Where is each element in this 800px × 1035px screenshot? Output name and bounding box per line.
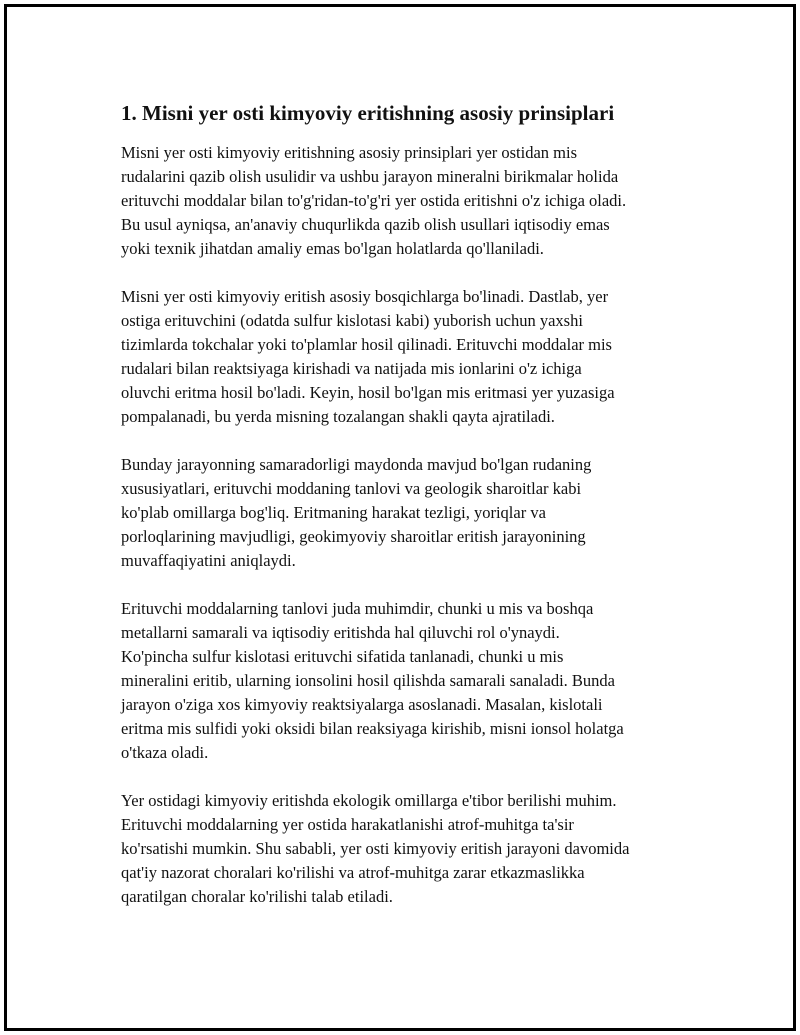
paragraph	[121, 597, 701, 765]
paragraph-line: erituvchi moddalar bilan to'g'ridan-to'g'ri yer ostida eritishni o'z ichiga oladi.	[121, 191, 627, 210]
paragraph-list	[121, 141, 701, 909]
paragraph	[121, 789, 701, 909]
paragraph-line: metallarni samarali va iqtisodiy eritishda hal qiluvchi rol o'ynaydi.	[121, 623, 560, 642]
paragraph-line: ko'plab omillarga bog'liq. Eritmaning harakat tezligi, yoriqlar va	[121, 503, 546, 522]
paragraph-line: mineralini eritib, ularning ionsolini hosil qilishda samarali sanaladi. Bunda	[121, 671, 615, 690]
paragraph	[121, 141, 701, 261]
paragraph-line: oluvchi eritma hosil bo'ladi. Keyin, hosil bo'lgan mis eritmasi yer yuzasiga	[121, 383, 615, 402]
paragraph-line: eritma mis sulfidi yoki oksidi bilan reaksiyaga kirishib, misni ionsol holatga	[121, 719, 624, 738]
paragraph-line: yoki texnik jihatdan amaliy emas bo'lgan holatlarda qo'llaniladi.	[121, 239, 544, 258]
paragraph-line: Erituvchi moddalarning tanlovi juda muhimdir, chunki u mis va boshqa	[121, 599, 594, 618]
paragraph-line: Erituvchi moddalarning yer ostida harakatlanishi atrof-muhitga ta'sir	[121, 815, 574, 834]
paragraph-line: Yer ostidagi kimyoviy eritishda ekologik omillarga e'tibor berilishi muhim.	[121, 791, 617, 810]
paragraph-line: pompalanadi, bu yerda misning tozalangan shakli qayta ajratiladi.	[121, 407, 555, 426]
paragraph-line: Misni yer osti kimyoviy eritish asosiy bosqichlarga bo'linadi. Dastlab, yer	[121, 287, 609, 306]
paragraph	[121, 453, 701, 573]
paragraph-line: Misni yer osti kimyoviy eritishning asosiy prinsiplari yer ostidan mis	[121, 143, 578, 162]
paragraph-line: qaratilgan choralar ko'rilishi talab etiladi.	[121, 887, 393, 906]
paragraph	[121, 285, 701, 429]
document-body	[121, 99, 701, 933]
paragraph-line: xususiyatlari, erituvchi moddaning tanlovi va geologik sharoitlar kabi	[121, 479, 582, 498]
paragraph-line: ko'rsatishi mumkin. Shu sababli, yer osti kimyoviy eritish jarayoni davomida	[121, 839, 630, 858]
paragraph-line: Ko'pincha sulfur kislotasi erituvchi sifatida tanlanadi, chunki u mis	[121, 647, 564, 666]
paragraph-line: Bu usul ayniqsa, an'anaviy chuqurlikda qazib olish usullari iqtisodiy emas	[121, 215, 610, 234]
paragraph-line: muvaffaqiyatini aniqlaydi.	[121, 551, 296, 570]
page-frame	[4, 4, 796, 1031]
paragraph-line: rudalari bilan reaktsiyaga kirishadi va natijada mis ionlarini o'z ichiga	[121, 359, 582, 378]
section-heading: 1. Misni yer osti kimyoviy eritishning asosiy prinsiplari	[121, 101, 615, 125]
paragraph-line: porloqlarining mavjudligi, geokimyoviy sharoitlar eritish jarayonining	[121, 527, 586, 546]
paragraph-line: rudalarini qazib olish usulidir va ushbu jarayon mineralni birikmalar holida	[121, 167, 619, 186]
paragraph-line: o'tkaza oladi.	[121, 743, 209, 762]
paragraph-line: qat'iy nazorat choralari ko'rilishi va atrof-muhitga zarar etkazmaslikka	[121, 863, 585, 882]
paragraph-line: tizimlarda tokchalar yoki to'plamlar hosil qilinadi. Erituvchi moddalar mis	[121, 335, 612, 354]
paragraph-line: jarayon o'ziga xos kimyoviy reaktsiyalarga asoslanadi. Masalan, kislotali	[121, 695, 603, 714]
paragraph-line: Bunday jarayonning samaradorligi maydonda mavjud bo'lgan rudaning	[121, 455, 592, 474]
paragraph-line: ostiga erituvchini (odatda sulfur kislotasi kabi) yuborish uchun yaxshi	[121, 311, 583, 330]
